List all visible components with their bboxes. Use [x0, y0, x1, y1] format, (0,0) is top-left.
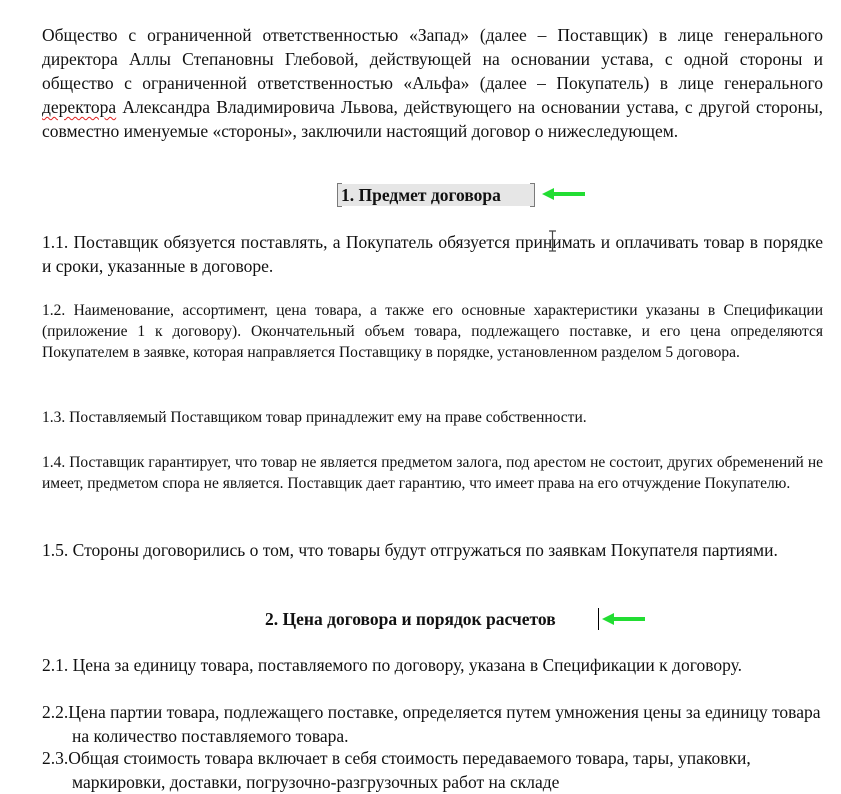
section1-heading[interactable]: 1. Предмет договора: [341, 185, 501, 205]
clause-2-3[interactable]: 2.3.Общая стоимость товара включает в себя стоимость передаваемого товара, тары, упаковки, маркировки, доставки, погрузочно-разгрузочных работ на складе: [42, 748, 751, 792]
misspelled-word[interactable]: деректора: [42, 97, 117, 117]
clause-1-4[interactable]: 1.4. Поставщик гарантирует, что товар не является предметом залога, под арестом не состоит, других обременений не имеет, предметом спора не является. Поставщик дает гарантию, что имеет права на его отчуждение Покупателю.: [42, 454, 823, 492]
text-cursor-icon: [548, 230, 557, 252]
green-arrow-icon: [542, 187, 586, 201]
green-arrow-icon: [602, 612, 646, 626]
intro-text-part2: Александра Владимировича Львова, действующего на основании устава, с другой стороны, совместно именуемые «стороны», заключили настоящий договор о нижеследующем.: [42, 97, 823, 141]
intro-paragraph[interactable]: [42, 23, 823, 143]
clause-1-5[interactable]: 1.5. Стороны договорились о том, что товары будут отгружаться по заявкам Покупателя партиями.: [42, 540, 778, 560]
clause-1-3[interactable]: 1.3. Поставляемый Поставщиком товар принадлежит ему на праве собственности.: [42, 409, 587, 426]
intro-text-part1: Общество с ограниченной ответственностью «Запад» (далее – Поставщик) в лице генерального директора Аллы Степановны Глебовой, действующей на основании устава, с одной стороны и общество с ограниченной ответственностью «Альфа» (далее – Покупатель) в лице генерального: [42, 25, 823, 93]
selection-bracket-right: [530, 183, 535, 207]
text-caret: [598, 608, 599, 630]
clause-2-1[interactable]: 2.1. Цена за единицу товара, поставляемого по договору, указана в Спецификации к договору.: [42, 655, 742, 675]
clause-1-1[interactable]: 1.1. Поставщик обязуется поставлять, а Покупатель обязуется принимать и оплачивать товар в порядке и сроки, указанные в договоре.: [42, 232, 823, 276]
section2-heading[interactable]: 2. Цена договора и порядок расчетов: [265, 609, 556, 629]
clause-2-2[interactable]: 2.2.Цена партии товара, подлежащего поставке, определяется путем умножения цены за единицу товара на количество поставляемого товара.: [42, 702, 821, 746]
clause-1-2[interactable]: 1.2. Наименование, ассортимент, цена товара, а также его основные характеристики указаны в Спецификации (приложение 1 к договору). Окончательный объем товара, подлежащего поставке, и его цена определяются Покупателем в заявке, которая направляется Поставщику в порядке, установленном разделом 5 договора.: [42, 302, 823, 361]
